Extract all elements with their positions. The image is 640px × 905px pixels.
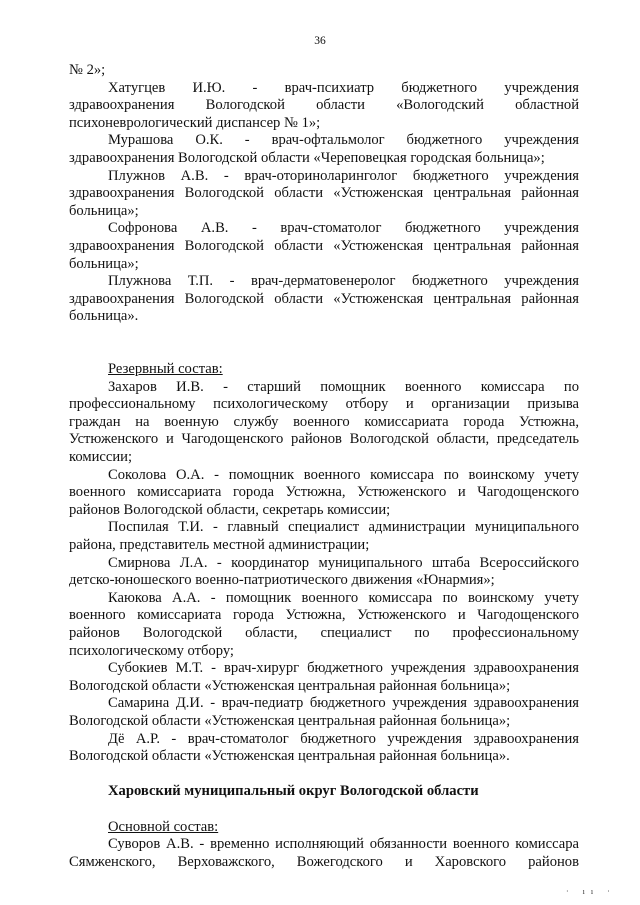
text-line: Каюкова А.А. - помощник военного комиссара по воинскому учету xyxy=(108,589,579,606)
district-heading: Харовский муниципальный округ Вологодской области xyxy=(108,783,479,800)
text-line: здравоохранения Вологодской области «Устюженская центральная районная xyxy=(69,237,579,254)
commission-members-district xyxy=(69,836,579,871)
commission-members-reserve xyxy=(69,379,579,766)
paragraph xyxy=(69,80,579,133)
text-line: Поспилая Т.И. - главный специалист администрации муниципального xyxy=(108,519,579,536)
text-line: Соколова О.А. - помощник военного комиссара по воинскому учету xyxy=(108,466,579,483)
text-line: психоневрологический диспансер № 1»; xyxy=(69,114,321,131)
text-line: больница»; xyxy=(69,202,139,219)
paragraph xyxy=(69,379,579,467)
text-line: Дё А.Р. - врач-стоматолог бюджетного учреждения здравоохранения xyxy=(108,730,579,747)
spacer xyxy=(69,801,579,819)
reserve-heading: Резервный состав: xyxy=(108,361,223,378)
text-line: психологическому отбору; xyxy=(69,642,234,659)
text-line: здравоохранения Вологодской области «Устюженская центральная районная xyxy=(69,290,579,307)
paragraph xyxy=(69,273,579,326)
paragraph xyxy=(69,467,579,520)
paragraph xyxy=(69,836,579,871)
paragraph xyxy=(69,62,579,80)
text-line: граждан на военную службу военного комиссариата города Устюжна, xyxy=(69,413,579,430)
text-line: № 2»; xyxy=(69,62,106,78)
text-line: комиссии; xyxy=(69,449,133,466)
paragraph xyxy=(69,590,579,660)
text-line: военного комиссариата города Устюжна, Устюженского и Чагодощенского xyxy=(69,607,579,624)
commission-members-main xyxy=(69,62,579,326)
text-line: Субокиев М.Т. - врач-хирург бюджетного учреждения здравоохранения xyxy=(108,660,579,677)
text-line: Мурашова О.К. - врач-офтальмолог бюджетного учреждения xyxy=(108,132,579,149)
text-line: Захаров И.В. - старший помощник военного комиссара по xyxy=(108,378,579,395)
paragraph xyxy=(69,555,579,590)
text-line: Суворов А.В. - временно исполняющий обязанности военного комиссара xyxy=(108,836,579,853)
text-line: Устюженского и Чагодощенского районов Вологодской области, председатель xyxy=(69,431,579,448)
text-line: здравоохранения Вологодской области «Устюженская центральная районная xyxy=(69,185,579,202)
text-line: больница»; xyxy=(69,255,139,272)
document-body xyxy=(69,62,579,871)
text-line: районов Вологодской области, секретарь комиссии; xyxy=(69,501,391,518)
text-line: Хатугцев И.Ю. - врач-психиатр бюджетного учреждения xyxy=(108,79,579,96)
text-line: здравоохранения Вологодской области «Вологодский областной xyxy=(69,97,579,114)
text-line: Вологодской области «Устюженская центральная районная больница»; xyxy=(69,677,511,694)
paragraph xyxy=(69,220,579,273)
text-line: Плужнова Т.П. - врач-дерматовенеролог бюджетного учреждения xyxy=(108,273,579,290)
text-line: Вологодской области «Устюженская центральная районная больница». xyxy=(69,748,510,765)
text-line: Вологодской области «Устюженская центральная районная больница»; xyxy=(69,712,511,729)
scan-marks: · ıı · xyxy=(566,887,616,896)
paragraph xyxy=(69,168,579,221)
paragraph xyxy=(69,132,579,167)
text-line: Софронова А.В. - врач-стоматолог бюджетного учреждения xyxy=(108,220,579,237)
text-line: Смирнова Л.А. - координатор муниципального штаба Всероссийского xyxy=(108,554,579,571)
text-line: здравоохранения Вологодской области «Череповецкая городская больница»; xyxy=(69,149,545,166)
text-line: больница». xyxy=(69,308,139,325)
text-line: района, представитель местной администрации; xyxy=(69,537,370,554)
text-line: детско-юношеского военно-патриотического движения «Юнармия»; xyxy=(69,572,495,589)
paragraph xyxy=(69,660,579,695)
paragraph xyxy=(69,731,579,766)
text-line: Сямженского, Верховажского, Вожегодского и Харовского районов xyxy=(69,853,579,870)
paragraph xyxy=(69,519,579,554)
page-number: 36 xyxy=(314,35,326,47)
spacer xyxy=(69,344,579,362)
paragraph xyxy=(69,695,579,730)
spacer xyxy=(69,766,579,784)
text-line: военного комиссариата города Устюжна, Устюженского и Чагодощенского xyxy=(69,484,579,501)
text-line: профессиональному психологическому отбору и организации призыва xyxy=(69,396,579,413)
main-composition-heading: Основной состав: xyxy=(108,818,219,835)
text-line: Самарина Д.И. - врач-педиатр бюджетного учреждения здравоохранения xyxy=(108,695,579,712)
text-line: Плужнов А.В. - врач-оториноларинголог бюджетного учреждения xyxy=(108,167,579,184)
text-line: районов Вологодской области, специалист по профессиональному xyxy=(69,625,579,641)
spacer xyxy=(69,326,579,344)
